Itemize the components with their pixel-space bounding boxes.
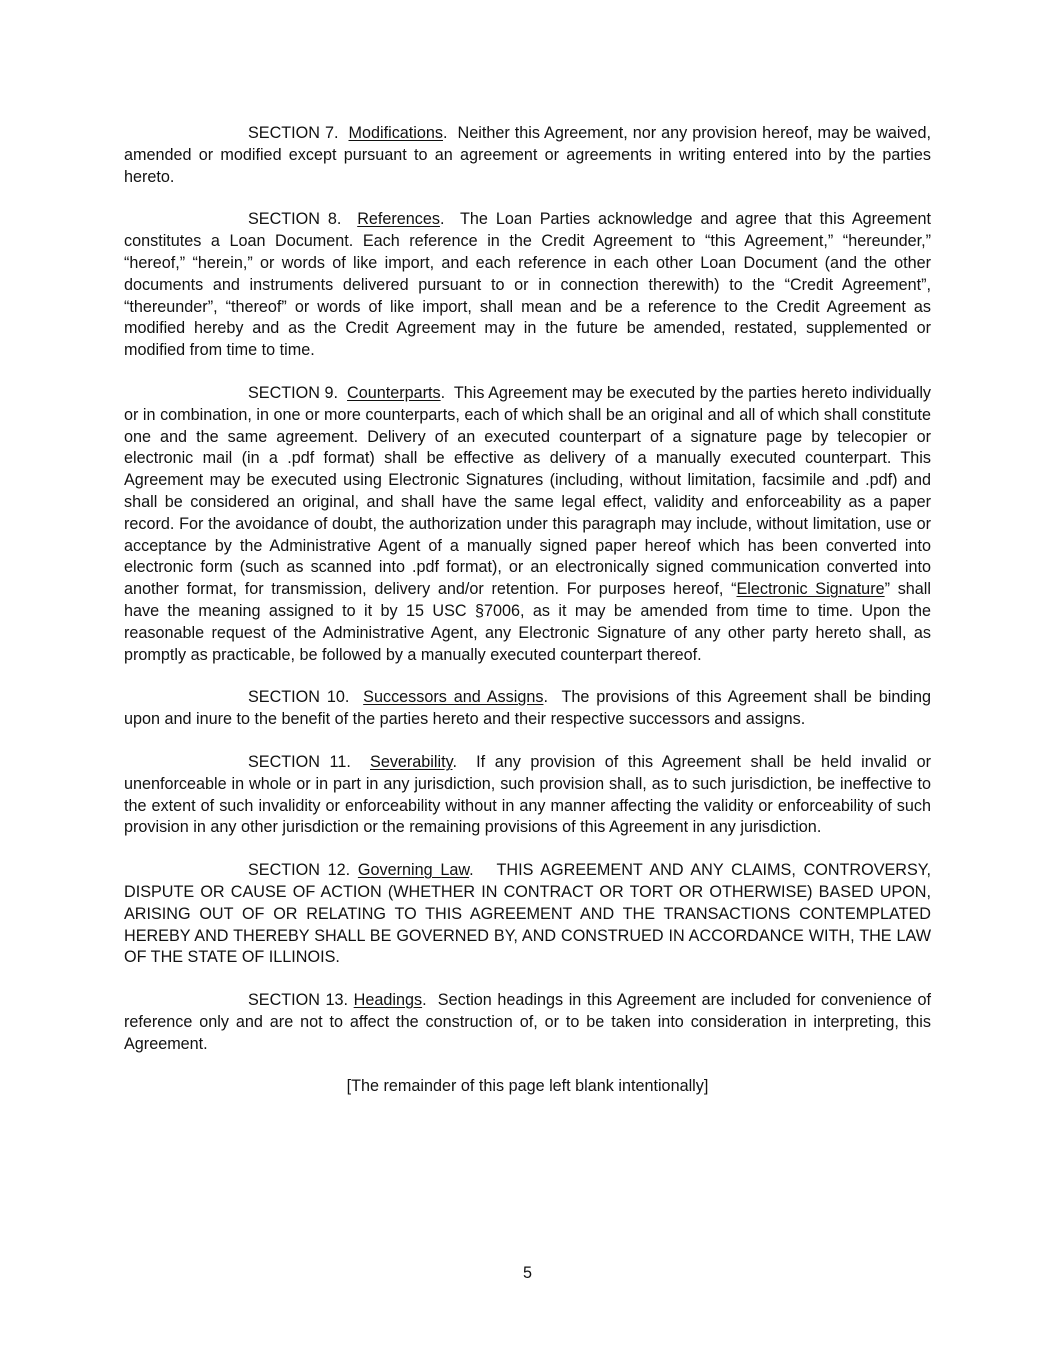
section-body: THIS AGREEMENT AND ANY CLAIMS, CONTROVERSY, DISPUTE OR CAUSE OF ACTION (WHETHER IN CONTRACT OR TORT OR OTHERWISE) BASED UPON, ARISING OUT OF OR RELATING TO THIS AGREEMENT AND THE TRANSACTIONS CONTEMPLATED HEREBY AND THEREBY SHALL BE GOVERNED BY, AND CONSTRUED IN ACCORDANCE WITH, THE LAW OF THE STATE OF ILLINOIS. bbox=[124, 861, 931, 967]
section-7: SECTION 7. Modifications. Neither this Agreement, nor any provision hereof, may be waived, amended or modified except pursuant to an agreement or agreements in writing entered into by the parties hereto. bbox=[124, 124, 932, 186]
section-11: SECTION 11. Severability. If any provision of this Agreement shall be held invalid or unenforceable in whole or in part in any jurisdiction, such provision shall, as to such jurisdiction, be ineffective to the extent of such invalidity or enforceability without in any manner affecting the validity or enforceability of such provision in any other jurisdiction or the remaining provisions of this Agreement in any jurisdiction. bbox=[124, 752, 932, 837]
section-title: Counterparts bbox=[347, 383, 441, 402]
section-8: SECTION 8. References. The Loan Parties acknowledge and agree that this Agreement constitutes a Loan Document. Each reference in the Credit Agreement to “this Agreement,” “hereunder,” “hereof,” “herein,” or words of like import, and each reference in each other Loan Document (and the other documents and instruments delivered pursuant to or in connection therewith) to the “Credit Agreement”, “thereunder”, “thereof” or words of like import, shall mean and be a reference to the Credit Agreement as modified hereby and as the Credit Agreement may in the future be amended, restated, supplemented or modified from time to time. bbox=[124, 210, 932, 360]
section-body: Section headings in this Agreement are included for convenience of reference only and are not to affect the construction of, or to be taken into consideration in interpreting, this Agreement. bbox=[124, 991, 931, 1053]
section-title: Severability bbox=[370, 752, 453, 771]
page-number: 5 bbox=[522, 1264, 532, 1282]
section-number: SECTION 7. bbox=[248, 124, 339, 142]
section-body: Neither this Agreement, nor any provision hereof, may be waived, amended or modified except pursuant to an agreement or agreements in writing entered into by the parties hereto. bbox=[124, 124, 932, 186]
document-page bbox=[124, 123, 931, 1114]
section-9: SECTION 9. Counterparts. This Agreement may be executed by the parties hereto individually or in combination, in one or more counterparts, each of which shall be an original and all of which shall constitute one and the same agreement. Delivery of an executed counterpart of a signature page by telecopier or electronic mail (in a .pdf format) shall be effective as delivery of a manually executed counterpart. This Agreement may be executed using Electronic Signatures (including, without limitation, facsimile and .pdf) and shall be considered an original, and shall have the same legal effect, validity and enforceability as a paper record. For the avoidance of doubt, the authorization under this paragraph may include, without limitation, use or acceptance by the Administrative Agent of a manually signed paper hereof which has been converted into electronic form (such as scanned into .pdf format), or an electronically signed communication converted into another format, for transmission, delivery and/or retention. For purposes hereof, “Electronic Signature” shall have the meaning assigned to it by 15 USC §7006, as it may be amended from time to time. Upon the reasonable request of the Administrative Agent, any Electronic Signature of any other party hereto shall, as promptly as practicable, be followed by a manually executed counterpart thereof. bbox=[124, 383, 932, 664]
section-13: SECTION 13. Headings. Section headings in this Agreement are included for convenience of reference only and are not to affect the construction of, or to be taken into consideration in interpreting, this Agreement. bbox=[124, 991, 931, 1053]
section-title: Headings bbox=[353, 991, 423, 1010]
section-number: SECTION 8. bbox=[248, 210, 342, 229]
section-number: SECTION 11. bbox=[248, 752, 351, 771]
closing-note: [The remainder of this page left blank intentionally] bbox=[346, 1077, 709, 1096]
section-number: SECTION 13. bbox=[248, 991, 349, 1010]
section-number: SECTION 9. bbox=[248, 383, 338, 402]
defined-term: Electronic Signature bbox=[736, 580, 885, 599]
section-body: The provisions of this Agreement shall be binding upon and inure to the benefit of the parties hereto and their respective successors and assigns. bbox=[124, 688, 932, 729]
section-number: SECTION 12. bbox=[248, 861, 351, 880]
section-title: Successors and Assigns bbox=[363, 688, 544, 707]
section-number: SECTION 10. bbox=[248, 688, 350, 707]
section-12: SECTION 12. Governing Law. THIS AGREEMENT AND ANY CLAIMS, CONTROVERSY, DISPUTE OR CAUSE OF ACTION (WHETHER IN CONTRACT OR TORT OR OTHERWISE) BASED UPON, ARISING OUT OF OR RELATING TO THIS AGREEMENT AND THE TRANSACTIONS CONTEMPLATED HEREBY AND THEREBY SHALL BE GOVERNED BY, AND CONSTRUED IN ACCORDANCE WITH, THE LAW OF THE STATE OF ILLINOIS. bbox=[124, 861, 931, 967]
section-body: If any provision of this Agreement shall be held invalid or unenforceable in whole or in part in any jurisdiction, such provision shall, as to such jurisdiction, be ineffective to the extent of such invalidity or enforceability without in any manner affecting the validity or enforceability of such provision in any other jurisdiction or the remaining provisions of this Agreement in any jurisdiction. bbox=[124, 752, 932, 837]
section-title: Modifications bbox=[348, 124, 443, 142]
section-title: References bbox=[357, 210, 440, 229]
section-body-continued: ” shall have the meaning assigned to it by 15 USC §7006, as it may be amended from time to time. Upon the reasonable request of the Administrative Agent, any Electronic Signature of any other party hereto shall, as promptly as practicable, be followed by a manually executed counterpart thereof. bbox=[124, 580, 931, 664]
section-title: Governing Law bbox=[357, 861, 470, 880]
section-10: SECTION 10. Successors and Assigns. The provisions of this Agreement shall be binding upon and inure to the benefit of the parties hereto and their respective successors and assigns. bbox=[124, 688, 932, 729]
section-body: The Loan Parties acknowledge and agree that this Agreement constitutes a Loan Document. Each reference in the Credit Agreement to “this Agreement,” “hereunder,” “hereof,” “herein,” or words of like import, and each reference in each other Loan Document (and the other documents and instruments delivered pursuant to or in connection therewith) to the “Credit Agreement”, “thereunder”, “thereof” or words of like import, shall mean and be a reference to the Credit Agreement as modified hereby and as the Credit Agreement may in the future be amended, restated, supplemented or modified from time to time. bbox=[124, 210, 932, 360]
section-body: This Agreement may be executed by the parties hereto individually or in combination, in one or more counterparts, each of which shall be an original and all of which shall constitute one and the same agreement. Delivery of an executed counterpart of a signature page by telecopier or electronic mail (in a .pdf format) shall be effective as delivery of a manually executed counterpart. This Agreement may be executed using Electronic Signatures (including, without limitation, facsimile and .pdf) and shall be considered an original, and shall have the same legal effect, validity and enforceability as a paper record. For the avoidance of doubt, the authorization under this paragraph may include, without limitation, use or acceptance by the Administrative Agent of a manually signed paper hereof which has been converted into electronic form (such as scanned into .pdf format), or an electronically signed communication converted into another format, for transmission, delivery and/or retention. For purposes hereof, “ bbox=[124, 383, 932, 599]
